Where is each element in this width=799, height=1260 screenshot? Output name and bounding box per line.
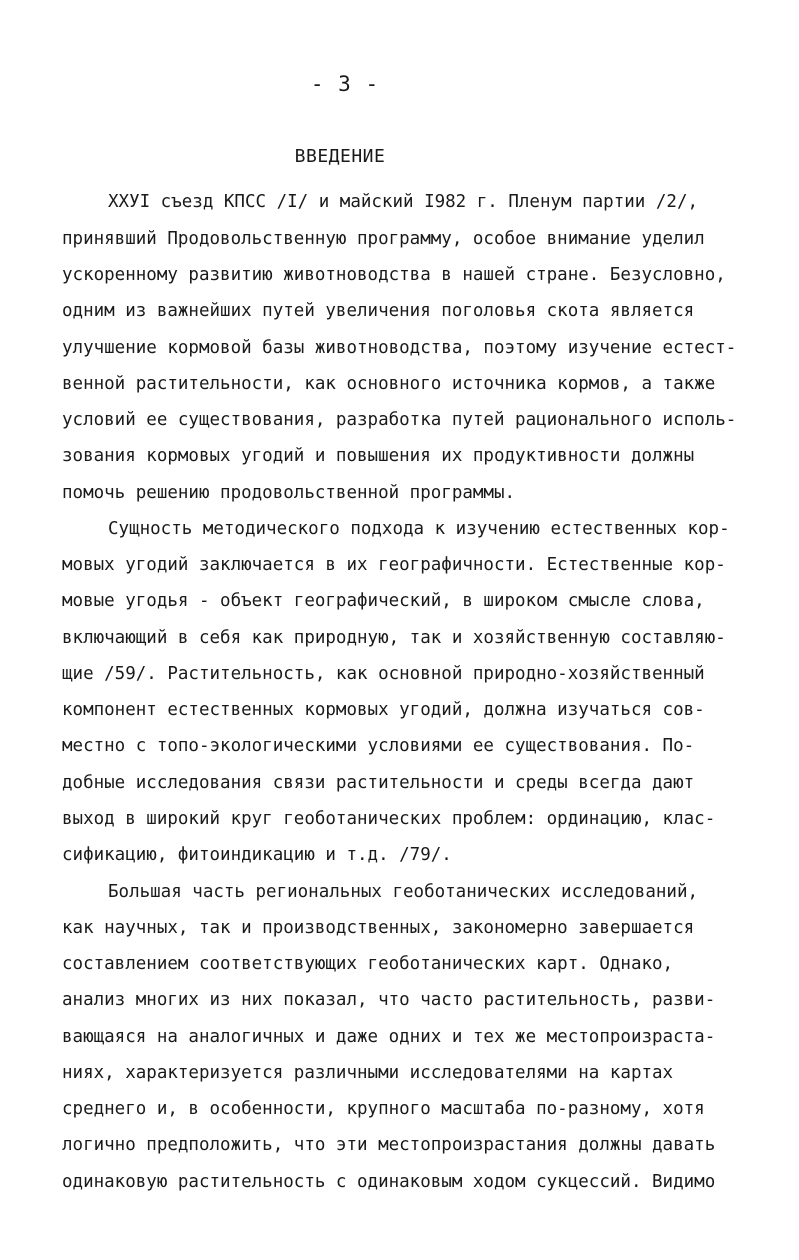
text-line: составлением соответствующих геоботанических карт. Однако, [62, 954, 674, 974]
text-line: выход в широкий круг геоботанических проблем: ординацию, клас- [62, 809, 716, 829]
text-line: сификацию, фитоиндикацию и т.д. /79/. [62, 845, 452, 865]
text-line: логично предположить, что эти местопроизрастания должны давать [62, 1135, 716, 1155]
text-line: ниях, характеризуется различными исследователями на картах [62, 1063, 674, 1083]
text-line: Сущность методического подхода к изучению естественных кор- [108, 519, 730, 539]
text-line: вающаяся на аналогичных и даже одних и тех же местопроизраста- [62, 1027, 716, 1047]
page-number: - 3 - [310, 72, 380, 96]
text-line: зования кормовых угодий и повышения их продуктивности должны [62, 446, 695, 466]
text-line: компонент естественных кормовых угодий, должна изучаться сов- [62, 700, 705, 720]
text-line: венной растительности, как основного источника кормов, а также [62, 374, 716, 394]
text-line: мовых угодий заключается в их географичности. Естественные кор- [62, 555, 726, 575]
text-line: Большая часть региональных геоботанических исследований, [108, 882, 699, 902]
text-line: ускоренному развитию животноводства в нашей стране. Безусловно, [62, 265, 726, 285]
section-heading: ВВЕДЕНИЕ [294, 146, 386, 167]
text-line: добные исследования связи растительности и среды всегда дают [62, 773, 695, 793]
text-line: одним из важнейших путей увеличения поголовья скота является [62, 301, 695, 321]
text-line: мовые угодья - объект географический, в широком смысле слова, [62, 591, 705, 611]
text-line: как научных, так и производственных, закономерно завершается [62, 918, 695, 938]
text-line: среднего и, в особенности, крупного масштаба по-разному, хотя [62, 1099, 705, 1119]
text-line: местно с топо-экологическими условиями ее существования. По- [62, 736, 695, 756]
text-line: включающий в себя как природную, так и хозяйственную составляю- [62, 628, 726, 648]
text-line: принявший Продовольственную программу, особое внимание уделил [62, 229, 705, 249]
text-line: одинаковую растительность с одинаковым ходом сукцессий. Видимо [62, 1172, 716, 1192]
text-line: условий ее существования, разработка путей рационального исполь- [62, 410, 737, 430]
text-line: улучшение кормовой базы животноводства, поэтому изучение естест- [62, 338, 737, 358]
text-line: ХХУІ съезд КПСС /І/ и майский І982 г. Пленум партии /2/, [108, 192, 699, 212]
text-line: щие /59/. Растительность, как основной природно-хозяйственный [62, 664, 705, 684]
text-line: анализ многих из них показал, что часто растительность, разви- [62, 990, 716, 1010]
text-line: помочь решению продовольственной программы. [62, 483, 516, 503]
